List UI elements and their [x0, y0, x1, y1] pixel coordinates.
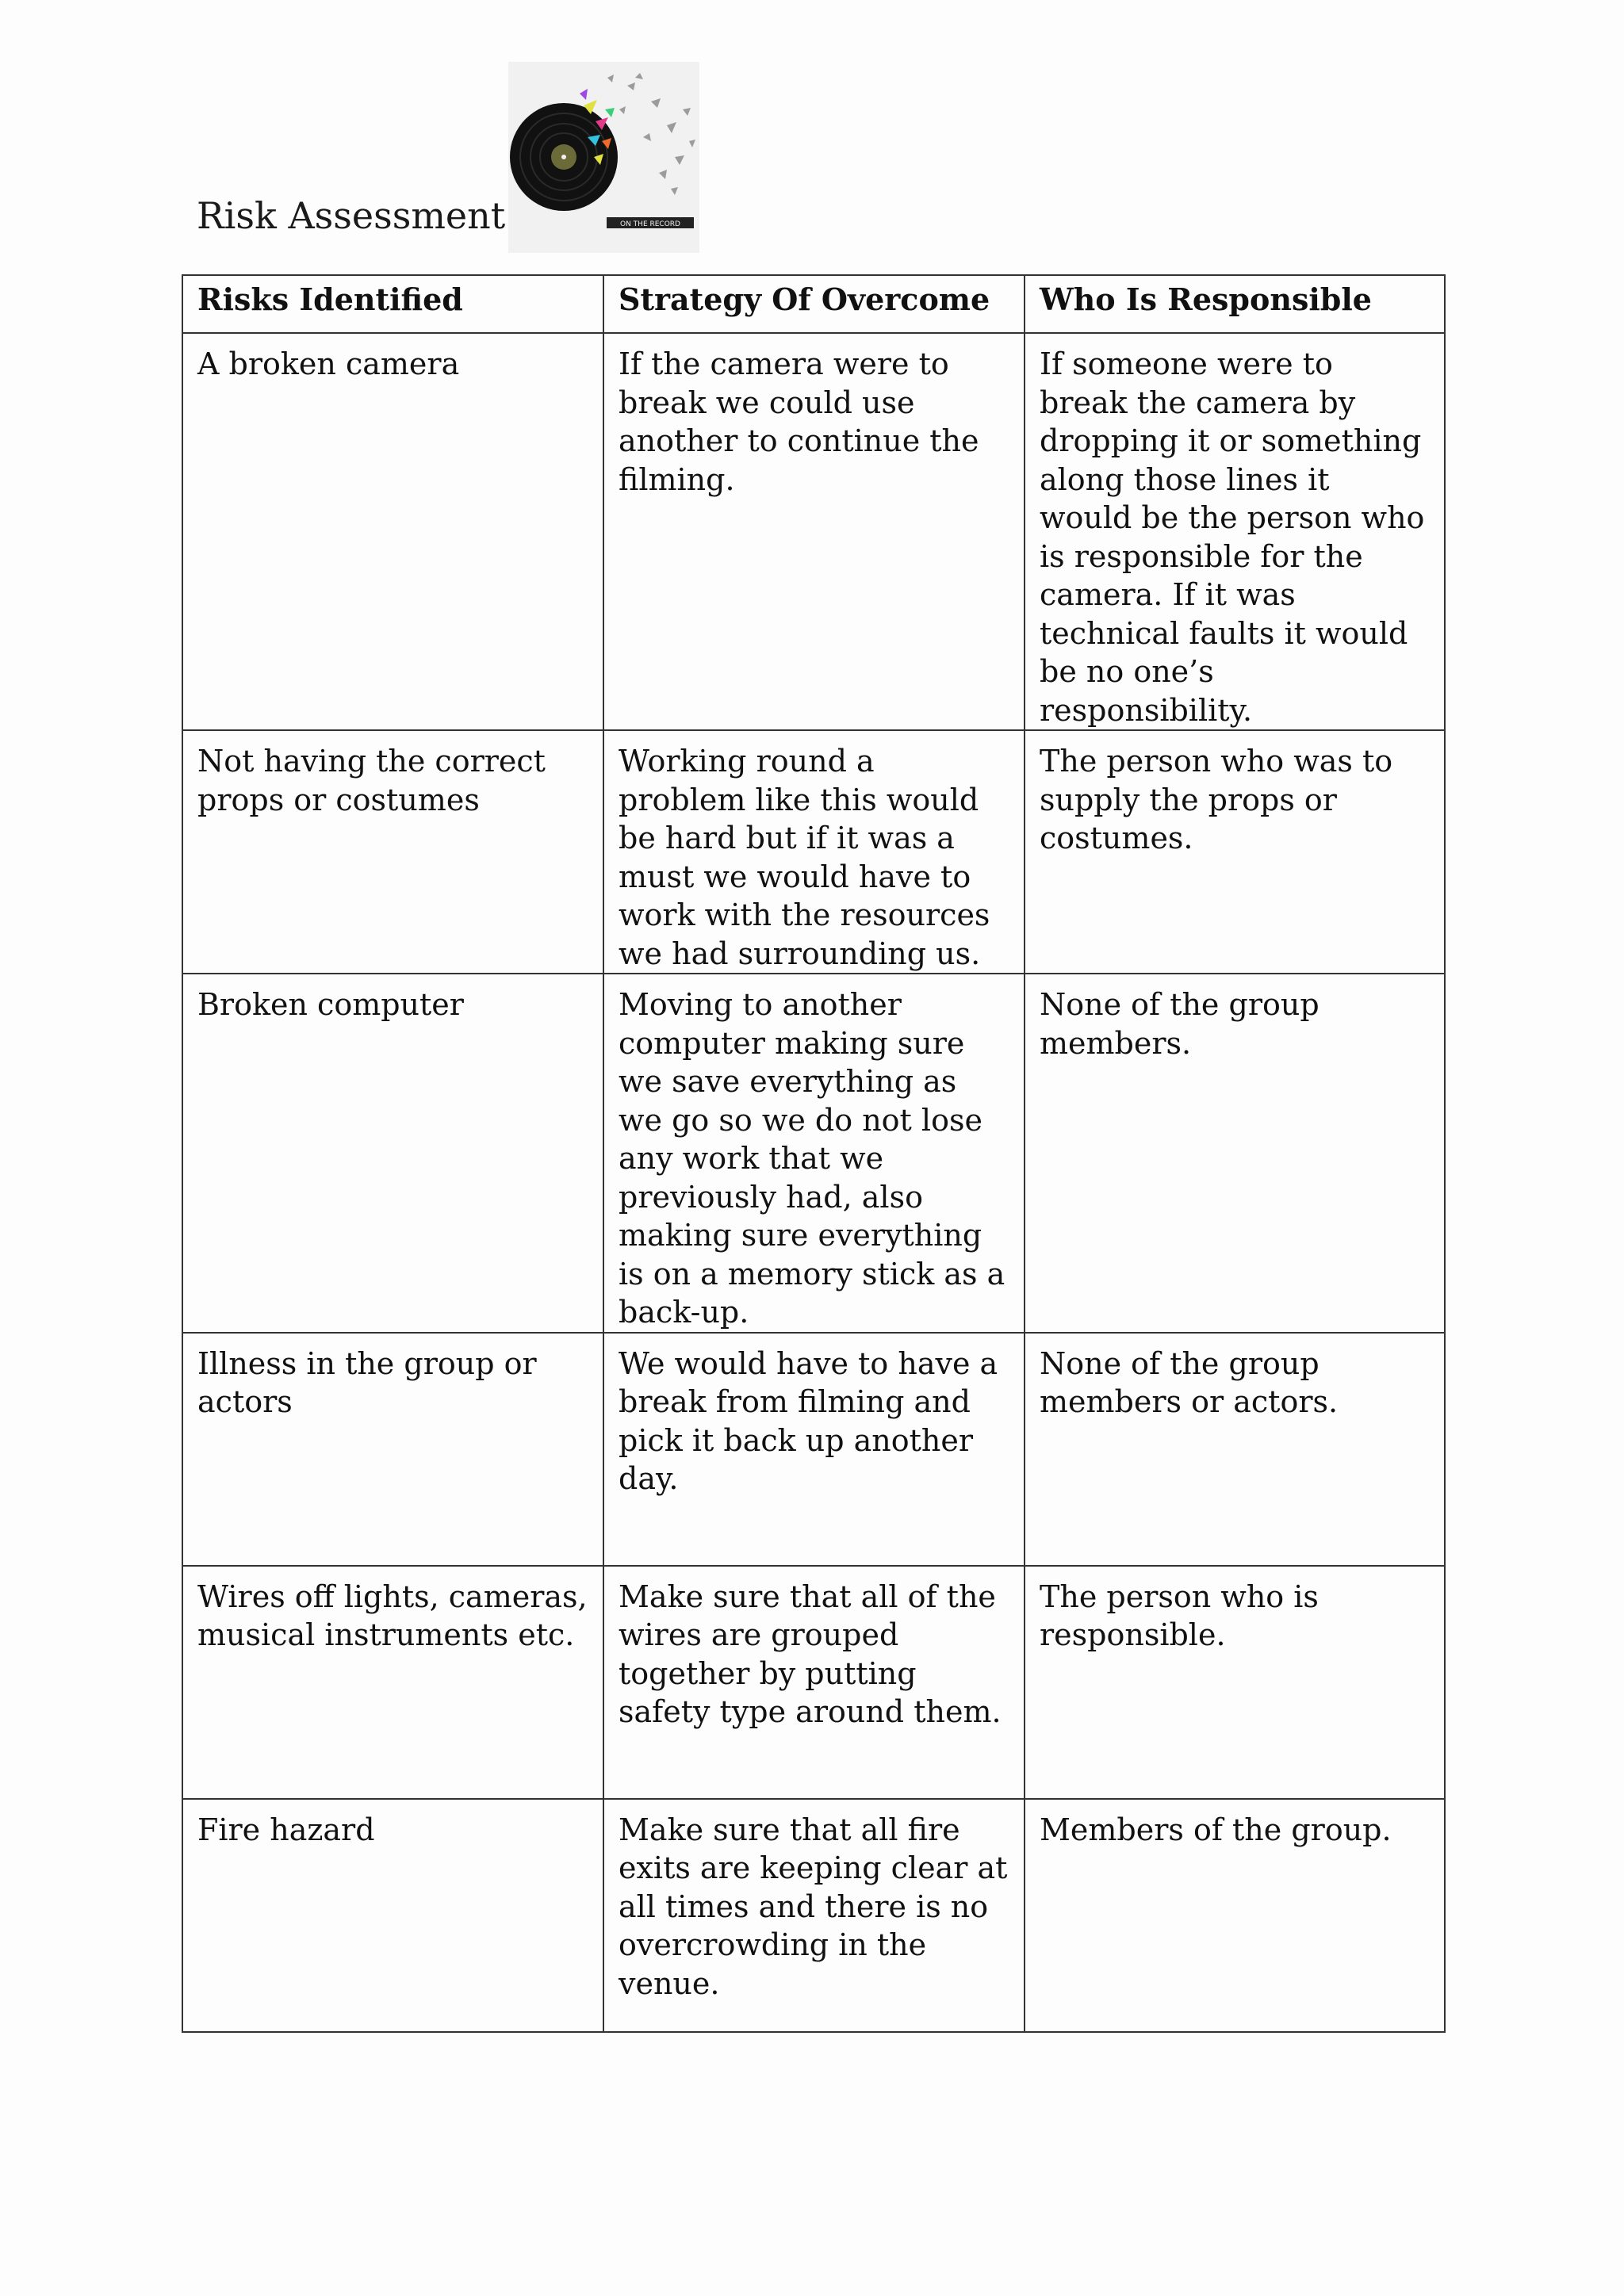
header-risks-identified: Risks Identified [182, 275, 603, 333]
page-title: Risk Assessment [197, 194, 506, 237]
responsible-cell: None of the group members or actors. [1025, 1333, 1445, 1566]
risk-cell: Illness in the group or actors [182, 1333, 603, 1566]
strategy-cell: Make sure that all fire exits are keeping clear at all times and there is no overcrowding in the venue. [603, 1799, 1025, 2032]
vinyl-record-logo [508, 62, 699, 253]
strategy-cell: Moving to another computer making sure we save everything as we go so we do not lose any work that we previously had, also making sure everything is on a memory stick as a back-up. [603, 974, 1025, 1333]
responsible-cell: None of the group members. [1025, 974, 1445, 1333]
table-row [182, 333, 1445, 730]
strategy-cell: We would have to have a break from filming and pick it back up another day. [603, 1333, 1025, 1566]
header-strategy-of-overcome: Strategy Of Overcome [603, 275, 1025, 333]
table-row [182, 974, 1445, 1333]
table-header-row [182, 275, 1445, 333]
risk-assessment-table [182, 274, 1446, 2033]
vinyl-record-icon [508, 62, 699, 253]
logo-caption: ON THE RECORD [620, 220, 680, 228]
header-who-is-responsible: Who Is Responsible [1025, 275, 1445, 333]
responsible-cell: Members of the group. [1025, 1799, 1445, 2032]
responsible-cell: If someone were to break the camera by dropping it or something along those lines it would be the person who is responsible for the camera. If it was technical faults it would be no one’s responsibility. [1025, 333, 1445, 730]
table-row [182, 1333, 1445, 1566]
table-row [182, 1566, 1445, 1799]
table-row [182, 730, 1445, 974]
risk-cell: Not having the correct props or costumes [182, 730, 603, 974]
responsible-cell: The person who is responsible. [1025, 1566, 1445, 1799]
table-row [182, 1799, 1445, 2032]
strategy-cell: Make sure that all of the wires are grouped together by putting safety type around them. [603, 1566, 1025, 1799]
risk-cell: Fire hazard [182, 1799, 603, 2032]
strategy-cell: Working round a problem like this would be hard but if it was a must we would have to work with the resources we had surrounding us. [603, 730, 1025, 974]
risk-cell: Broken computer [182, 974, 603, 1333]
strategy-cell: If the camera were to break we could use another to continue the filming. [603, 333, 1025, 730]
risk-cell: A broken camera [182, 333, 603, 730]
responsible-cell: The person who was to supply the props or costumes. [1025, 730, 1445, 974]
risk-cell: Wires off lights, cameras, musical instruments etc. [182, 1566, 603, 1799]
